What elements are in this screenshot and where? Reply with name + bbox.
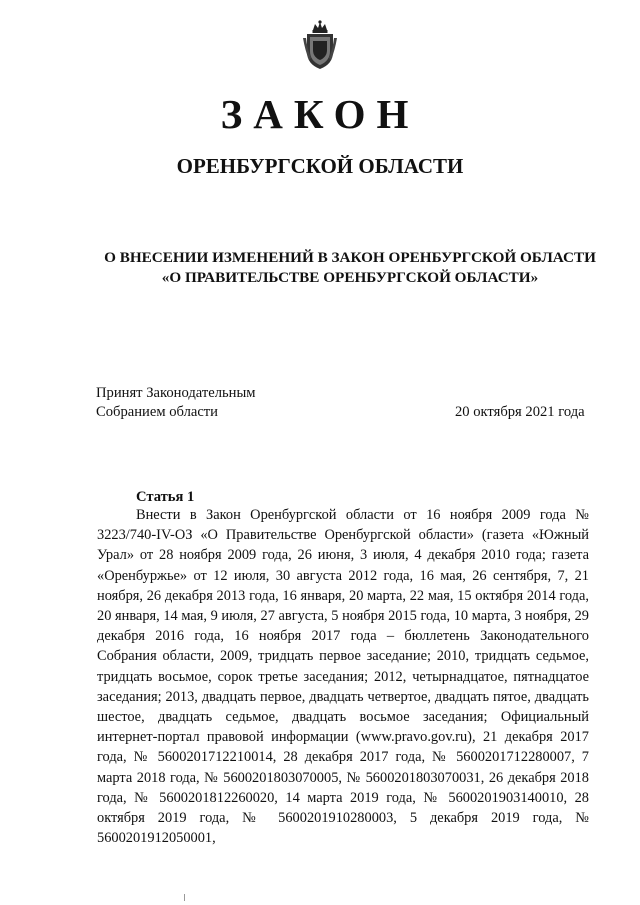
article-title: Статья 1	[136, 489, 195, 505]
heading-line-2: «О ПРАВИТЕЛЬСТВЕ ОРЕНБУРГСКОЙ ОБЛАСТИ»	[161, 269, 539, 286]
law-title: ЗАКОН	[220, 91, 420, 137]
adoption-date: 20 октября 2021 года	[455, 404, 585, 420]
adoption-line-2: Собранием области	[96, 404, 218, 420]
coat-of-arms-icon	[303, 20, 337, 70]
page-mark	[184, 894, 185, 901]
adoption-line-1: Принят Законодательным	[96, 385, 256, 401]
document-heading	[60, 248, 640, 288]
adoption-info	[96, 384, 255, 422]
article-body: Внести в Закон Оренбургской области от 16 ноября 2009 года № 3223/740-IV-ОЗ «О Правительстве Оренбургской области» (газета «Южный Урал» от 28 ноября 2009 года, 26 июня, 3 июля, 4 декабря 2010 года; газета «Оренбуржье» от 12 июля, 30 августа 2012 года, 16 мая, 26 сентября, 7, 21 ноября, 26 декабря 2013 года, 16 января, 20 марта, 22 мая, 15 октября 2014 года, 20 января, 14 мая, 9 июля, 27 августа, 5 ноября 2015 года, 10 марта, 3 ноября, 29 декабря 2016 года, 16 ноября 2017 года – бюллетень Законодательного Собрания области, 2009, тридцать первое заседание; 2010, тридцать седьмое, тридцать восьмое, сорок третье заседания; 2012, четырнадцатое, пятнадцатое заседания; 2013, двадцать первое, двадцать четвертое, двадцать пятое, двадцать шестое, двадцать седьмое, двадцать восьмое заседания; Официальный интернет-портал правовой информации (www.pravo.gov.ru), 21 декабря 2017 года, № 5600201712210014, 28 декабря 2017 года, № 5600201712280007, 7 марта 2018 года, № 5600201803070005, № 5600201803070031, 26 декабря 2018 года, № 5600201812260020, 14 марта 2019 года, № 5600201903140010, 28 октября 2019 года, № 5600201910280003, 5 декабря 2019 года, № 5600201912050001,	[97, 507, 589, 847]
law-subtitle: ОРЕНБУРГСКОЙ ОБЛАСТИ	[176, 154, 464, 178]
heading-line-1: О ВНЕСЕНИИ ИЗМЕНЕНИЙ В ЗАКОН ОРЕНБУРГСКОЙ ОБЛАСТИ	[104, 249, 596, 266]
